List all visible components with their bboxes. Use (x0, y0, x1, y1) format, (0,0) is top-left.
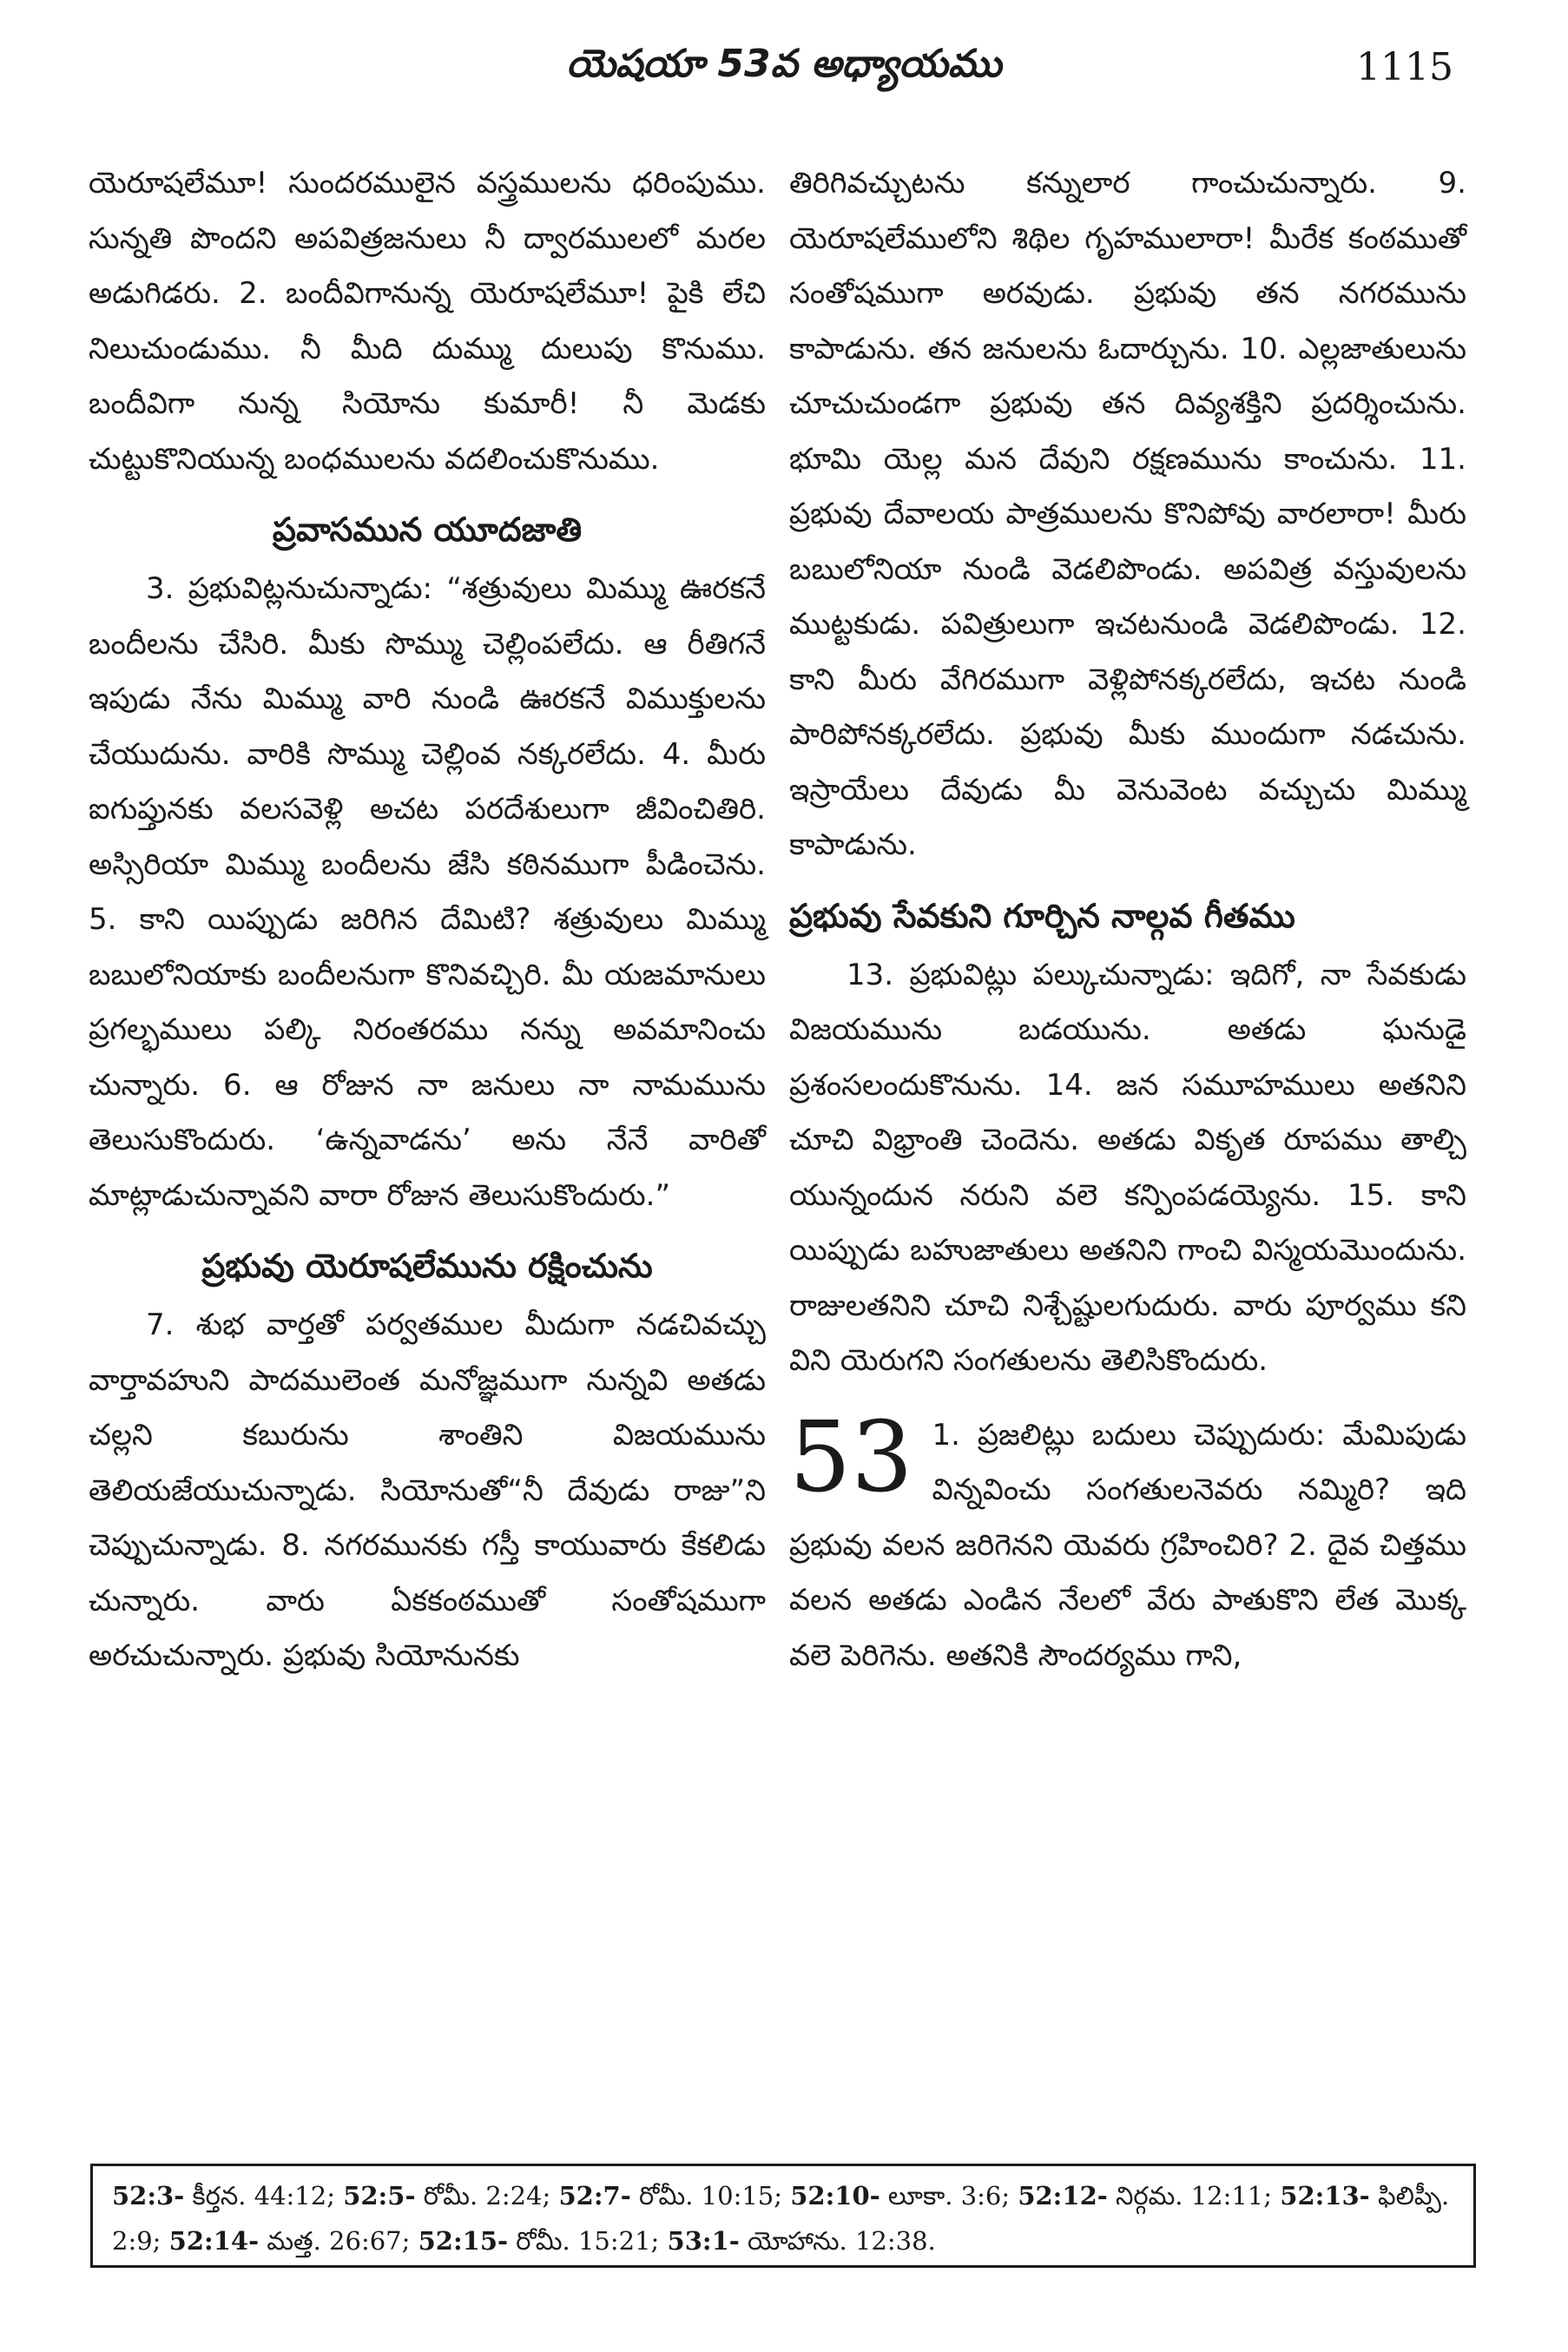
footnote-ref: 52:14- (168, 2226, 260, 2256)
section-heading: ప్రభువు సేవకుని గూర్చిన నాల్గవ గీతము (789, 896, 1295, 935)
footnote-text: రోమీ. 2:24; (415, 2181, 559, 2210)
footnote-text: మత్త. 26:67; (259, 2226, 418, 2256)
paragraph: 3. ప్రభువిట్లనుచున్నాడు: “శత్రువులు మిమ్ము ఊరకనే బందీలను చేసిరి. మీకు సొమ్ము చెల్లింపలేదు. ఆ రీతిగనే ఇపుడు నేను మిమ్ము వారి నుండి ఊరకనే విముక్తులను చేయుదును. వారికి సొమ్ము చెల్లింవ నక్కరలేదు. 4. మీరు ఐగుప్తునకు వలసవెళ్లి అచట పరదేశులుగా జీవించితిరి. అస్సిరియా మిమ్ము బందీలను జేసి కఠినముగా పీడించెను. 5. కాని యిప్పుడు జరిగిన దేమిటి? శత్రువులు మిమ్ము బబులోనియాకు బందీలనుగా కొనివచ్చిరి. మీ యజమానులు ప్రగల్భములు పల్కి నిరంతరము నన్ను అవమానించు చున్నారు. 6. ఆ రోజున నా జనులు నా నామమును తెలుసుకొందురు. ‘ఉన్నవాడను’ అను నేనే వారితో మాట్లాడుచున్నావని వారా రోజున తెలుసుకొందురు.” (89, 571, 766, 1213)
footnote-ref: 52:12- (1018, 2181, 1108, 2210)
section-heading: ప్రభువు యెరూషలేమును రక్షించును (201, 1247, 653, 1285)
paragraph: యెరూషలేమూ! సుందరములైన వస్త్రములను ధరింపుము. సున్నతి పొందని అపవిత్రజనులు నీ ద్వారములలో మరల అడుగిడరు. 2. బందీవిగానున్న యెరూషలేమూ! పైకి లేచి నిలుచుండుము. నీ మీది దుమ్ము దులుపు కొనుము. బందీవిగా నున్న సియోను కుమారీ! నీ మెడకు చుట్టుకొనియున్న బంధములను వదలించుకొనుము. (89, 166, 766, 477)
footnote-text: లూకా. 3:6; (880, 2181, 1018, 2210)
paragraph: 1. ప్రజలిట్లు బదులు చెప్పుదురు: మేమిపుడు విన్నవించు సంగతులనెవరు నమ్మిరి? ఇది ప్రభువు వలన జరిగెనని యెవరు గ్రహించిరి? 2. దైవ చిత్తము వలన అతడు ఎండిన నేలలో వేరు పాతుకొని లేత మొక్క వలె పెరిగెను. అతనికి సౌందర్యము గాని, (789, 1417, 1466, 1673)
footnote-ref: 52:10- (790, 2181, 880, 2210)
footnote-ref: 52:13- (1280, 2181, 1370, 2210)
footnote-ref: 52:7- (558, 2181, 631, 2210)
footnote-ref: 52:3- (112, 2181, 185, 2210)
page-number: 1115 (1356, 45, 1453, 89)
footnote-text: యోహాను. 12:38. (739, 2226, 936, 2256)
paragraph: తిరిగివచ్చుటను కన్నులార గాంచుచున్నారు. 9. యెరూషలేములోని శిథిల గృహములారా! మీరేక కంఠముతో సంతోషముగా అరవుడు. ప్రభువు తన నగరమును కాపాడును. తన జనులను ఓదార్చును. 10. ఎల్లజాతులును చూచుచుండగా ప్రభువు తన దివ్యశక్తిని ప్రదర్శించును. భూమి యెల్ల మన దేవుని రక్షణమును కాంచును. 11. ప్రభువు దేవాలయ పాత్రములను కొనిపోవు వారలారా! మీరు బబులోనియా నుండి వెడలిపొండు. అపవిత్ర వస్తువులను ముట్టకుడు. పవిత్రులుగా ఇచటనుండి వెడలిపొండు. 12. కాని మీరు వేగిరముగా వెళ్లిపోనక్కరలేదు, ఇచట నుండి పారిపోనక్కరలేదు. ప్రభువు మీకు ముందుగా నడచును. ఇస్రాయేలు దేవుడు మీ వెనువెంట వచ్చుచు మిమ్ము కాపాడును. (789, 166, 1466, 862)
footnote-text: రోమీ. 10:15; (630, 2181, 791, 2210)
footnote-text: కీర్తన. 44:12; (184, 2181, 344, 2210)
footnote-text: రోమీ. 15:21; (508, 2226, 668, 2256)
paragraph: 7. శుభ వార్తతో పర్వతముల మీదుగా నడచివచ్చు వార్తావహుని పాదములెంత మనోజ్ఞముగా నున్నవి అతడు చల్లని కబురును శాంతిని విజయమును తెలియజేయుచున్నాడు. సియోనుతో“నీ దేవుడు రాజు”ని చెప్పుచున్నాడు. 8. నగరమునకు గస్తీ కాయువారు కేకలిడు చున్నారు. వారు ఏకకంఠముతో సంతోషముగా అరచుచున్నారు. ప్రభువు సియోనునకు (89, 1308, 766, 1673)
footnote-ref: 52:15- (418, 2226, 509, 2256)
left-column (89, 156, 766, 1684)
footnote-text: నిర్గమ. 12:11; (1107, 2181, 1281, 2210)
section-heading: ప్రవాసమున యూదజాతి (272, 511, 583, 549)
chapter-title: యెషయా 53వ అధ్యాయము (566, 42, 1002, 86)
page-header (0, 42, 1568, 111)
footnote-ref: 53:1- (667, 2226, 740, 2256)
cross-reference-box (90, 2164, 1476, 2268)
footnote-text: ఫిలిప్పీ. 2:9; (112, 2181, 1450, 2256)
right-column (789, 156, 1466, 1683)
paragraph: 13. ప్రభువిట్లు పల్కుచున్నాడు: ఇదిగో, నా సేవకుడు విజయమును బడయును. అతడు ఘనుడై ప్రశంసలందుకొనును. 14. జన సమూహములు అతనిని చూచి విభ్రాంతి చెందెను. అతడు వికృత రూపము తాల్చి యున్నందున నరుని వలె కన్పింపడయ్యెను. 15. కాని యిప్పుడు బహుజాతులు అతనిని గాంచి విస్మయమొందును. రాజులతనిని చూచి నిశ్చేష్టులగుదురు. వారు పూర్వము కని విని యెరుగని సంగతులను తెలిసికొందురు. (789, 957, 1466, 1378)
footnote-ref: 52:5- (343, 2181, 416, 2210)
chapter-number: 53 (789, 1400, 913, 1514)
chapter-start (789, 1400, 1466, 1684)
